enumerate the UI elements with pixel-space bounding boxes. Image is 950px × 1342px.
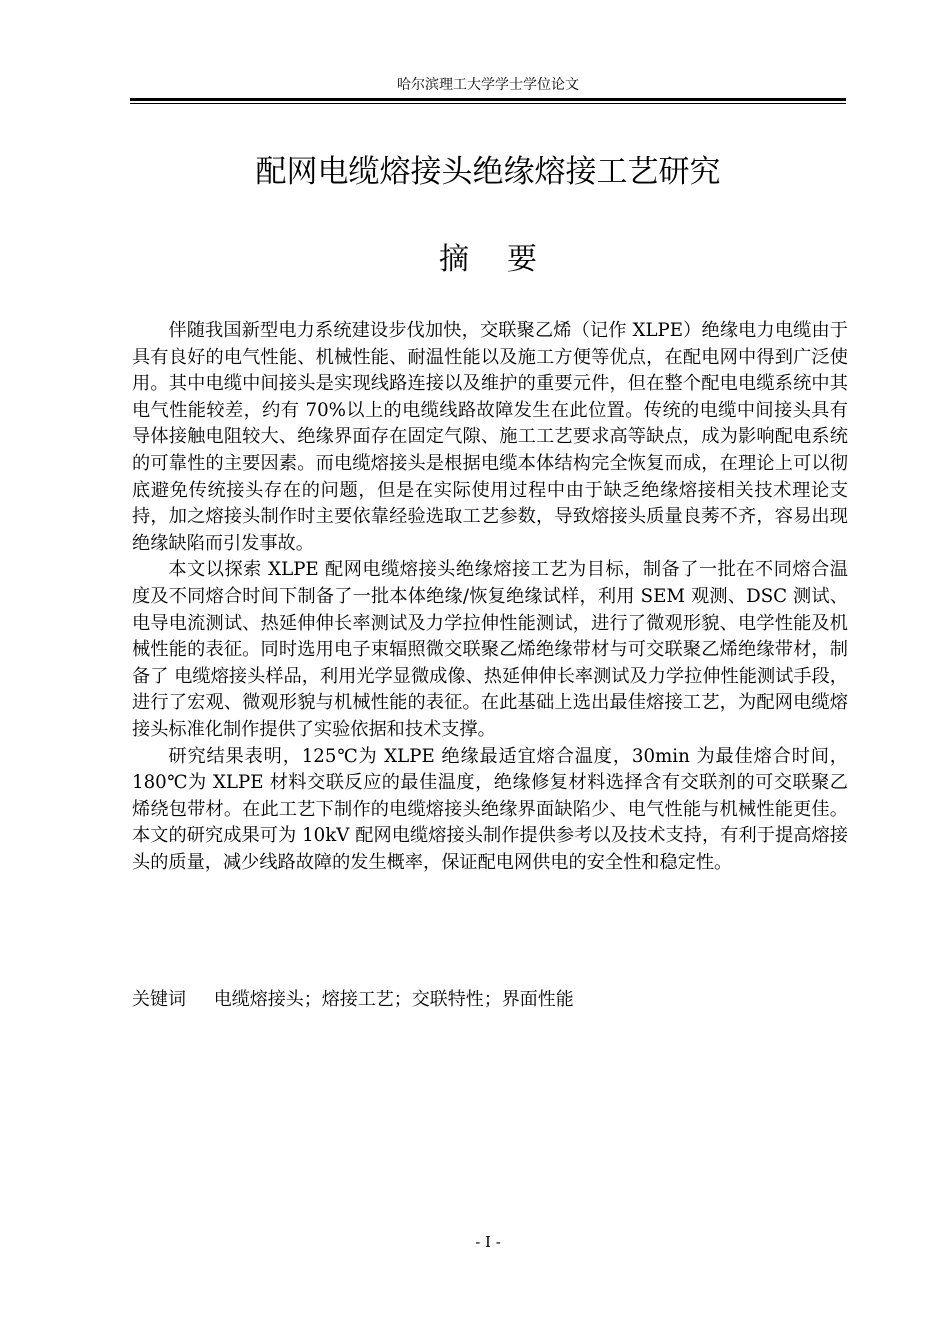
abstract-body: [132, 318, 848, 876]
abstract-heading: 摘要: [439, 242, 575, 277]
abstract-paragraph-1: 伴随我国新型电力系统建设步伐加快，交联聚乙烯（记作 XLPE）绝缘电力电缆由于具有良好的电气性能、机械性能、耐温性能以及施工方便等优点，在配电网中得到广泛使用。其中电缆中间接头是实现线路连接以及维护的重要元件，但在整个配电电缆系统中其电气性能较差，约有 70%以上的电缆线路故障发生在此位置。传统的电缆中间接头具有导体接触电阻较大、绝缘界面存在固定气隙、施工工艺要求高等缺点，成为影响配电系统的可靠性的主要因素。而电缆熔接头是根据电缆本体结构完全恢复而成，在理论上可以彻底避免传统接头存在的问题，但是在实际使用过程中由于缺乏绝缘熔接相关技术理论支持，加之熔接头制作时主要依靠经验选取工艺参数，导致熔接头质量良莠不齐，容易出现绝缘缺陷而引发事故。: [132, 320, 848, 554]
header-rule-thick: [130, 98, 846, 101]
page-number: - I -: [475, 1233, 501, 1251]
keywords-text: 电缆熔接头；熔接工艺；交联特性；界面性能: [213, 989, 574, 1010]
keywords-line: [132, 987, 848, 1013]
document-title: 配网电缆熔接头绝缘熔接工艺研究: [255, 154, 721, 190]
keywords-label: 关键词: [132, 989, 186, 1010]
abstract-paragraph-3: 研究结果表明，125℃为 XLPE 绝缘最适宜熔合温度，30min 为最佳熔合时间，180℃为 XLPE 材料交联反应的最佳温度，绝缘修复材料选择含有交联剂的可交联聚乙烯绕包带材。在此工艺下制作的电缆熔接头绝缘界面缺陷少、电气性能与机械性能更佳。本文的研究成果可为 10kV 配网电缆熔接头制作提供参考以及技术支持，有利于提高熔接头的质量，减少线路故障的发生概率，保证配电网供电的安全性和稳定性。: [132, 745, 848, 873]
header-rule-thin: [130, 103, 846, 104]
running-header: 哈尔滨理工大学学士学位论文: [397, 77, 579, 93]
abstract-paragraph-2: 本文以探索 XLPE 配网电缆熔接头绝缘熔接工艺为目标，制备了一批在不同熔合温度及不同熔合时间下制备了一批本体绝缘/恢复绝缘试样，利用 SEM 观测、DSC 测试、电导电流测试、热延伸伸长率测试及力学拉伸性能测试，进行了微观形貌、电学性能及机械性能的表征。同时选用电子束辐照微交联聚乙烯绝缘带材与可交联聚乙烯绝缘带材，制备了 电缆熔接头样品，利用光学显微成像、热延伸伸长率测试及力学拉伸性能测试手段，进行了宏观、微观形貌与机械性能的表征。在此基础上选出最佳熔接工艺，为配网电缆熔接头标准化制作提供了实验依据和技术支撑。: [132, 559, 848, 740]
